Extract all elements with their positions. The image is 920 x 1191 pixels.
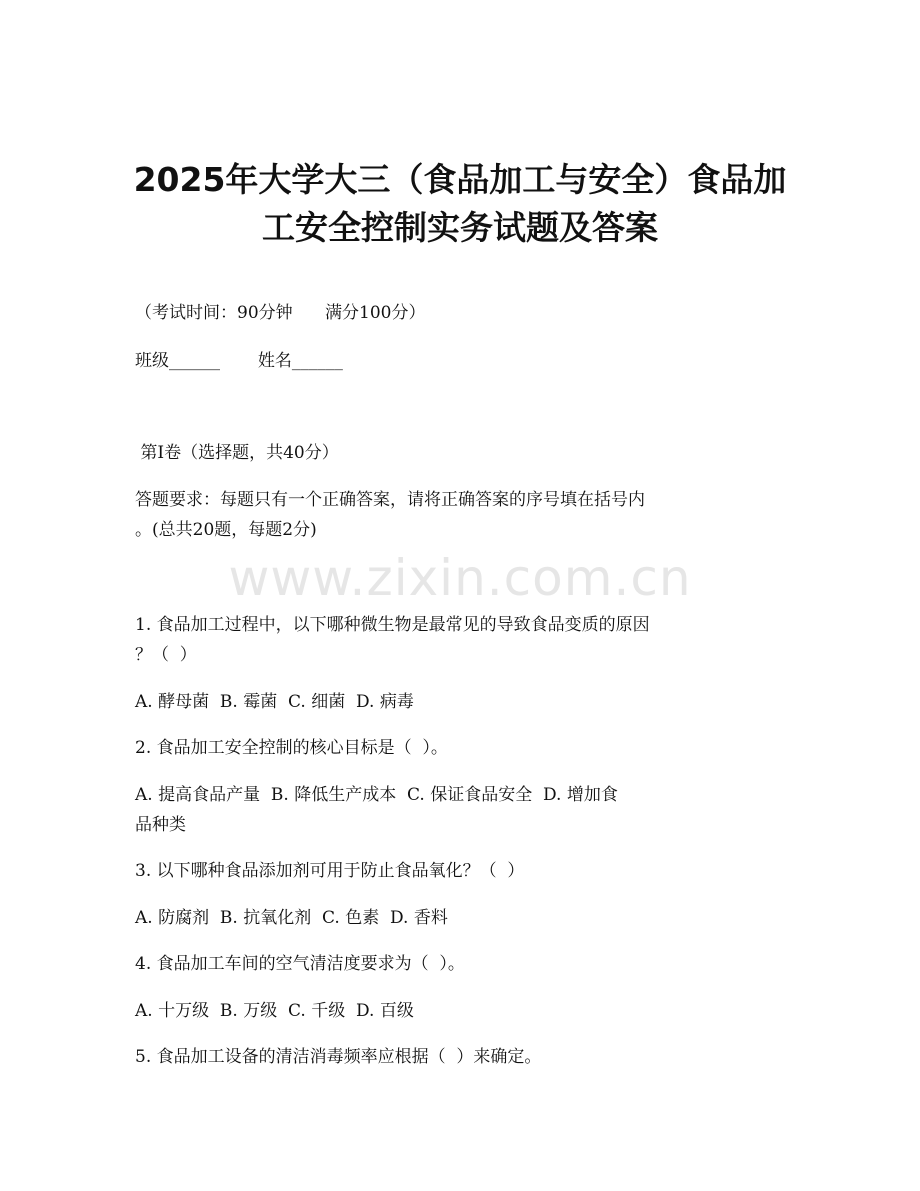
question-2-options-line-2: 品种类 — [135, 815, 186, 835]
question-2-stem: 2. 食品加工安全控制的核心目标是（ ）。 — [135, 738, 448, 758]
class-name-fields: 班级______ 姓名______ — [135, 351, 343, 371]
question-3-stem: 3. 以下哪种食品添加剂可用于防止食品氧化？（ ） — [135, 861, 525, 881]
instructions-line-2: 。(总共20题，每题2分) — [135, 520, 317, 540]
section-title: 第I卷（选择题，共40分） — [135, 443, 339, 463]
question-1-stem-line-2: ？（ ） — [135, 645, 197, 665]
question-4-stem: 4. 食品加工车间的空气清洁度要求为（ ）。 — [135, 954, 465, 974]
watermark: www.zixin.com.cn — [228, 549, 692, 607]
instructions-line-1: 答题要求：每题只有一个正确答案，请将正确答案的序号填在括号内 — [135, 490, 645, 510]
doc-title-line-2: 工安全控制实务试题及答案 — [262, 208, 658, 247]
question-2-options-line-1: A. 提高食品产量 B. 降低生产成本 C. 保证食品安全 D. 增加食 — [135, 785, 618, 805]
doc-title-line-1: 2025年大学大三（食品加工与安全）食品加 — [133, 160, 787, 199]
question-1-options: A. 酵母菌 B. 霉菌 C. 细菌 D. 病毒 — [135, 692, 414, 712]
question-1-stem-line-1: 1. 食品加工过程中，以下哪种微生物是最常见的导致食品变质的原因 — [135, 615, 650, 635]
exam-time-score: （考试时间：90分钟 满分100分） — [135, 303, 426, 323]
question-3-options: A. 防腐剂 B. 抗氧化剂 C. 色素 D. 香料 — [135, 908, 448, 928]
question-4-options: A. 十万级 B. 万级 C. 千级 D. 百级 — [135, 1001, 414, 1021]
question-5-stem: 5. 食品加工设备的清洁消毒频率应根据（ ）来确定。 — [135, 1047, 542, 1067]
